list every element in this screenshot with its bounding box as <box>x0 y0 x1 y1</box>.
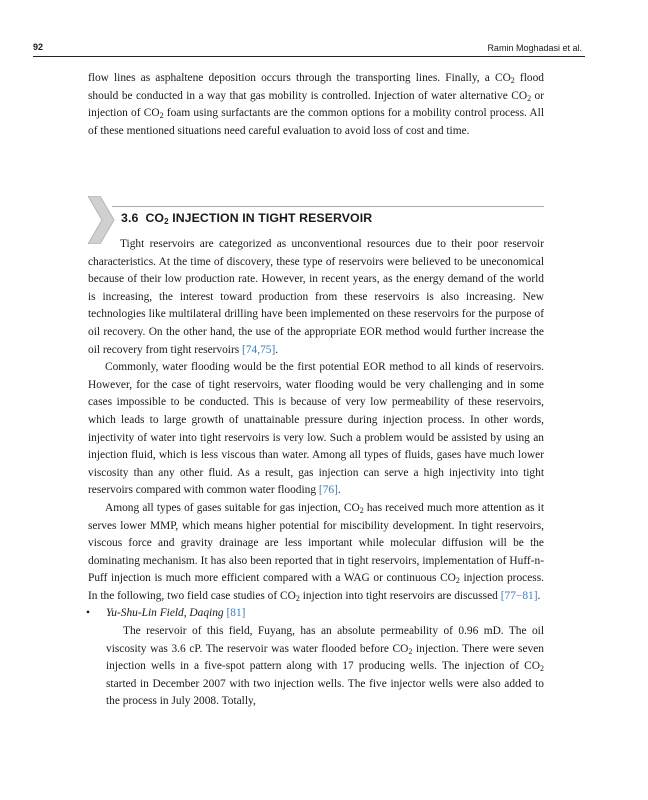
bullet-title: Yu-Shu-Lin Field, Daqing [81] <box>106 607 246 620</box>
paragraph-tight-reservoirs: Tight reservoirs are categorized as unconventional resources due to their poor reservoir characteristics. At the time of discovery, these type of reservoirs were believed to be uneconomical because of their low production rate. However, in recent years, as the energy demand of the world is increasing, the interest toward production from these reservoirs is also increasing. New technologies like multilateral drilling have been implemented on these reservoirs for the purpose of oil recovery. On the other hand, the use of the appropriate EOR method would further increase the oil recovery from tight reservoirs [74,75]. <box>88 238 544 356</box>
section-body <box>88 236 544 711</box>
bullet-item <box>88 605 544 623</box>
paragraph-continued <box>88 70 544 140</box>
citation-link[interactable]: [81] <box>226 607 246 620</box>
page-number: 92 <box>33 42 44 52</box>
bullet-icon: • <box>86 607 90 620</box>
section-heading: 3.6 $CO_2$ INJECTION IN TIGHT RESERVOIR <box>121 211 373 226</box>
citation-link[interactable]: [74,75] <box>242 343 276 356</box>
page-header <box>33 40 585 57</box>
paragraph-co2-gases: Among all types of gases suitable for gas injection, $CO_2$ has received much more attention as it serves lower MMP, which means higher potential for miscibility development. In tight reservoirs, viscous force and gravity drainage are less important while molecular diffusion will be the dominating mechanism. It has also been reported that in tight reservoirs, implementation of Huff-n-Puff injection is much more efficient compared with a WAG or continuous $CO_2$ injection process. In the following, two field case studies of $CO_2$ injection into tight reservoirs are discussed [77−81]. <box>88 501 544 603</box>
citation-link[interactable]: [77−81] <box>500 589 538 602</box>
section-rule <box>112 206 544 207</box>
running-head: Ramin Moghadasi et al. <box>487 43 582 53</box>
paragraph-water-flooding: Commonly, water flooding would be the first potential EOR method to all kinds of reservoirs. However, for the case of tight reservoirs, water flooding would be very challenging and in some cases impossible to be conducted. This is because of very low permeability of these reservoirs, which leads to large growth of unattainable pressure during injection process. In other words, injectivity of water into tight reservoirs is very low. Such a problem would be assisted by using an injection fluid, which is less viscous than water. Among all types of fluids, gases have much lower viscosity than any other fluid. As a result, gas injection can serve a high injectivity into tight reservoirs compared with common water flooding [76]. <box>88 361 544 497</box>
paragraph-top: flow lines as asphaltene deposition occurs through the transporting lines. Finally, a $CO_2$ flood should be conducted in a way that gas mobility is controlled. Injection of water alternative $CO_2$ or injection of $CO_2$ foam using surfactants are the common options for a mobility control process. All of these mentioned situations need careful evaluation to avoid loss of cost and time. <box>88 72 544 137</box>
citation-link[interactable]: [76] <box>318 484 338 497</box>
paragraph-field-case: The reservoir of this field, Fuyang, has an absolute permeability of 0.96 mD. The oil viscosity was 3.6 cP. The reservoir was water flooded before $CO_2$ injection. There were seven injection wells in a five-spot pattern along with 17 producing wells. The injection of $CO_2$ started in December 2007 with two injection wells. The five injector wells were also added to the process in July 2008. Totally, <box>106 625 544 708</box>
